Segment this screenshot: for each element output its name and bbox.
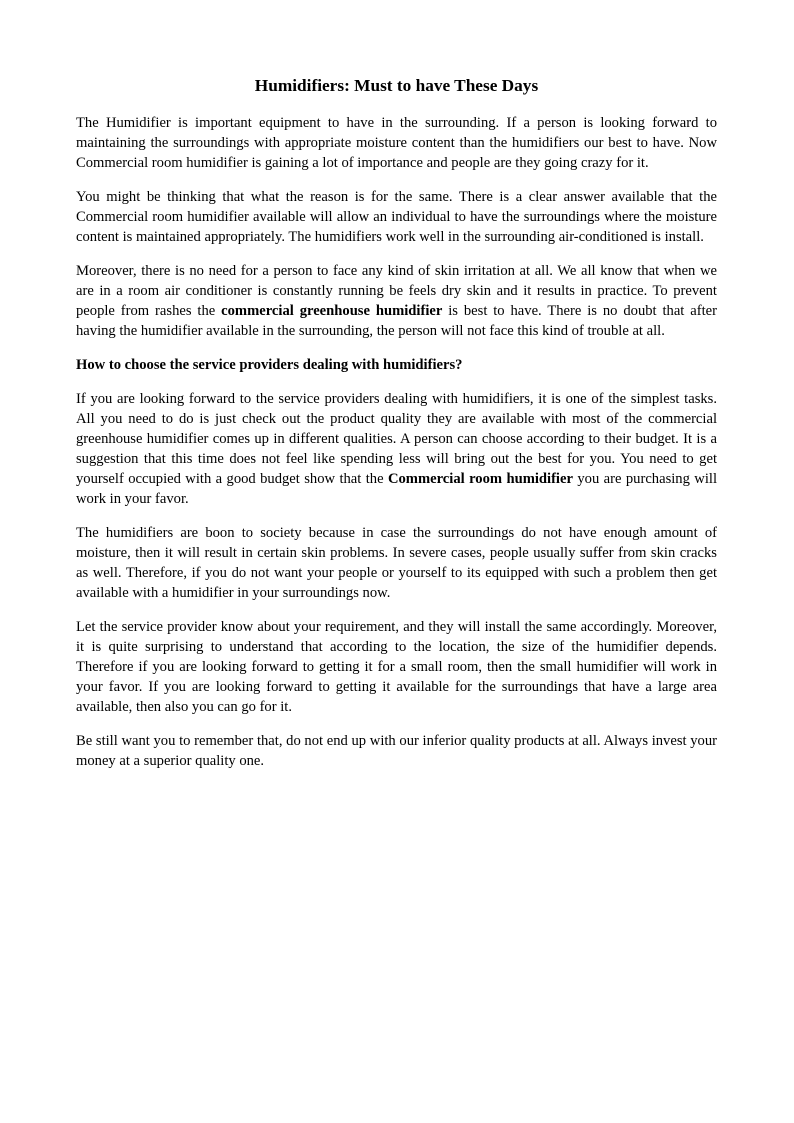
paragraph-closing: Be still want you to remember that, do not end up with our inferior quality products at all. Always invest your money at a superior quality one. bbox=[76, 733, 717, 769]
paragraph-text: you are purchasing will work in your favor. bbox=[76, 471, 717, 507]
document-page bbox=[76, 73, 717, 785]
paragraph-text: Moreover, there is no need for a person to face any kind of skin irritation at all. We all know that when we are in a room air conditioner is constantly running be feels dry skin and it results in practice. To prevent people from rashes the bbox=[76, 263, 717, 319]
paragraph-text: If you are looking forward to the service providers dealing with humidifiers, it is one of the simplest tasks. All you need to do is just check out the product quality they are available with most of the commercial greenhouse humidifier comes up in different qualities. A person can choose according to their budget. It is a suggestion that this time does not feel like spending less will bring out the best for you. You need to get yourself occupied with a good budget show that the bbox=[76, 391, 717, 487]
document-title: Humidifiers: Must to have These Days bbox=[254, 76, 539, 95]
paragraph-choosing-provider bbox=[76, 389, 717, 509]
keyword-commercial-greenhouse-humidifier: commercial greenhouse humidifier bbox=[221, 303, 443, 319]
section-heading: How to choose the service providers dealing with humidifiers? bbox=[76, 357, 463, 373]
paragraph-benefits: The humidifiers are boon to society because in case the surroundings do not have enough amount of moisture, then it will result in certain skin problems. In severe cases, people usually suffer from skin cracks as well. Therefore, if you do not want your people or yourself to its equipped with such a problem then get available with a humidifier in your surroundings now. bbox=[76, 525, 717, 601]
paragraph-reason: You might be thinking that what the reason is for the same. There is a clear answer available that the Commercial room humidifier available will allow an individual to have the surroundings where the moisture content is maintained appropriately. The humidifiers work well in the surrounding air-conditioned is install. bbox=[76, 189, 717, 245]
paragraph-text: is best to have. There is no doubt that after having the humidifier available in the surrounding, the person will not face this kind of trouble at all. bbox=[76, 303, 717, 339]
paragraph-intro: The Humidifier is important equipment to have in the surrounding. If a person is looking forward to maintaining the surroundings with appropriate moisture content than the humidifiers our best to have. Now Commercial room humidifier is gaining a lot of importance and people are they going crazy for it. bbox=[76, 115, 717, 171]
keyword-commercial-room-humidifier: Commercial room humidifier bbox=[387, 471, 573, 487]
paragraph-installation: Let the service provider know about your requirement, and they will install the same accordingly. Moreover, it is quite surprising to understand that according to the location, the size of the humidifier depends. Therefore if you are looking forward to getting it for a small room, then the small humidifier will work in your favor. If you are looking forward to getting it available for the surroundings that have a large area available, then also you can go for it. bbox=[76, 619, 717, 715]
paragraph-skin-irritation bbox=[76, 261, 717, 341]
